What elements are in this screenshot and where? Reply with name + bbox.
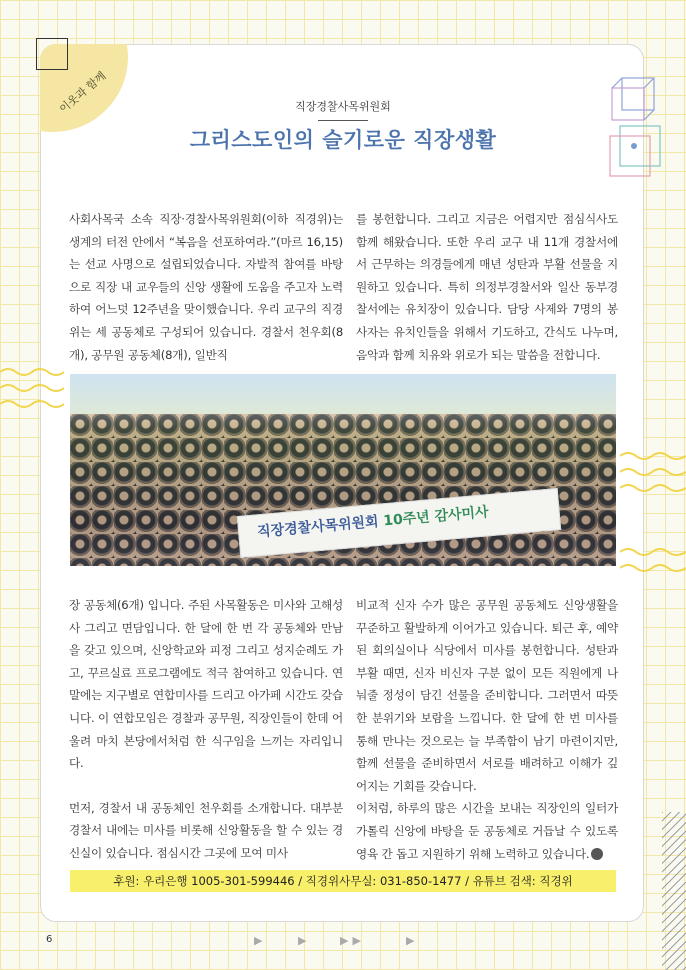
- paragraph-text: 이처럼, 하루의 많은 시간을 보내는 직장인의 일터가 가톨릭 신앙에 바탕을 둔 공동체로 거듭날 수 있도록 영육 간 돕고 지원하기 위해 노력하고 있습니다.: [356, 801, 618, 861]
- banner-accent-text: 10주년 감사미사: [382, 504, 490, 530]
- stripe-decoration: [662, 812, 686, 970]
- paragraph: 장 공동체(6개) 입니다. 주된 사목활동은 미사와 고해성사 그리고 면담입니다. 한 달에 한 번 각 공동체와 만남을 갖고 있으며, 신앙학교와 피정 그리고 성지순례도 가고, 꾸르실료 프로그램에도 적극 참여하고 있습니다. 연말에는 지구별로 연합미사를 드리고 아가페 시간도 갖습니다. 이 연합모임은 경찰과 공무원, 직장인들이 한데 어울려 마치 본당에서처럼 한 식구임을 느끼는 자리입니다.: [69, 598, 343, 771]
- support-info-bar: 후원: 우리은행 1005-301-599446 / 직경위사무실: 031-850-1477 / 유튜브 검색: 직경위: [70, 870, 616, 892]
- paragraph: 먼저, 경찰서 내 공동체인 천우회를 소개합니다. 대부분 경찰서 내에는 미사를 비롯해 신앙활동을 할 수 있는 경신실이 있습니다. 점심시간 그곳에 모여 미사: [69, 800, 343, 860]
- cube-decoration: [602, 74, 668, 184]
- body-column-4: [356, 594, 618, 865]
- arrow-icon: ▶: [298, 934, 311, 947]
- wave-decoration-left: [0, 364, 64, 434]
- paragraph: 를 봉헌합니다. 그리고 지금은 어렵지만 점심식사도 함께 해왔습니다. 또한 우리 교구 내 11개 경찰서에서 근무하는 의경들에게 매년 성탄과 부활 선물을 지원하고 있습니다. 특히 의정부경찰서와 일산 동부경찰서에는 유치장이 있습니다. 담당 사제와 7명의 봉사자는 유치인들을 위해서 기도하고, 간식도 나누며, 음악과 함께 치유와 위로가 되는 말씀을 전합니다.: [356, 212, 618, 362]
- arrow-icon: ▶: [406, 934, 419, 947]
- title-divider: [318, 120, 368, 121]
- corner-square-decoration: [36, 38, 68, 70]
- body-column-2: [356, 208, 618, 366]
- paragraph: 사회사목국 소속 직장·경찰사목위원회(이하 직경위)는 생계의 터전 안에서 “복음을 선포하여라.”(마르 16,15)는 선교 사명으로 설립되었습니다. 자발적 참여를 바탕으로 직장 내 교우들의 신앙 생활에 도움을 주고자 노력하여 어느덧 12주년을 맞이했습니다. 우리 교구의 직경위는 세 공동체로 구성되어 있습니다. 경찰서 천우회(8개), 공무원 공동체(8개), 일반직: [69, 212, 343, 362]
- body-column-1: [69, 208, 343, 366]
- paragraph: [356, 797, 618, 865]
- body-column-3: [69, 594, 343, 865]
- arrow-icon: ▶▶: [340, 934, 365, 947]
- badge-text: 이웃과 함께: [56, 69, 109, 116]
- wave-decoration-right: [620, 446, 686, 586]
- paragraph: 비교적 신자 수가 많은 공무원 공동체도 신앙생활을 꾸준하고 활발하게 이어가고 있습니다. 퇴근 후, 예약된 회의실이나 식당에서 미사를 봉헌합니다. 성탄과 부활 때면, 신자 비신자 구분 없이 모든 직원에게 나눠줄 정성이 담긴 선물을 준비합니다. 그러면서 따뜻한 분위기와 보람을 느낍니다. 한 달에 한 번 미사를 통해 만나는 것으로는 늘 부족함이 남기 마련이지만, 함께 선물을 준비하면서 서로를 배려하고 이해가 깊어지는 기회를 갖습니다.: [356, 598, 618, 793]
- article-title: 그리스도인의 슬기로운 직장생활: [189, 127, 497, 152]
- organization-name: 직장경찰사목위원회: [295, 100, 391, 113]
- arrow-icon: ▶: [254, 934, 267, 947]
- end-mark-icon: [591, 848, 603, 860]
- group-photo: [70, 374, 616, 566]
- banner-text: 직장경찰사목위원회: [256, 513, 385, 541]
- page-number: 6: [46, 934, 53, 945]
